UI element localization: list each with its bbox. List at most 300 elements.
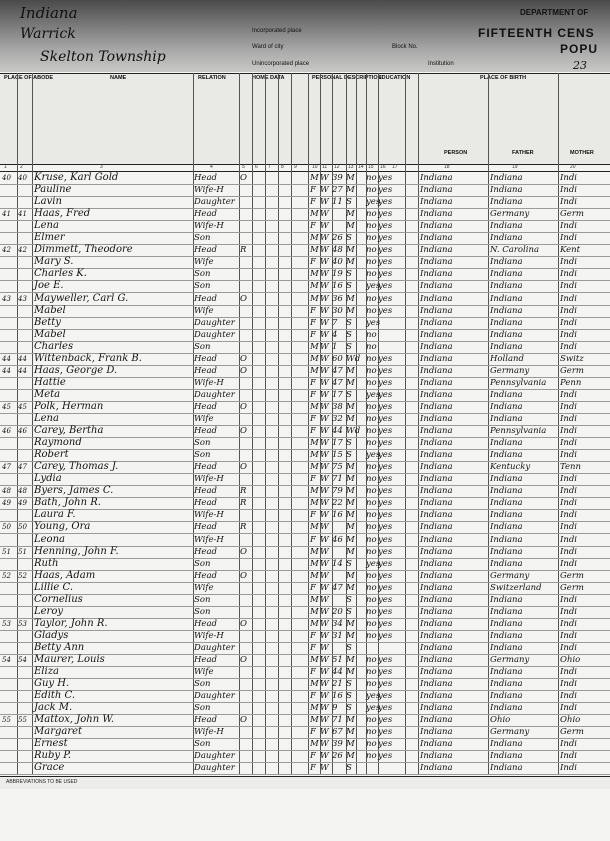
family-number [18,413,32,425]
home-owned [240,678,252,690]
dwelling-number: 43 [2,294,11,303]
mother-birthplace: Indi [560,281,577,292]
race: W [320,486,329,497]
person-name: Haas, Adam [34,569,96,581]
birthplace: Indiana [420,606,453,617]
mother-birthplace: Indi [560,751,577,762]
home-value [252,473,264,485]
sex: M [310,353,319,364]
father-birthplace: Indiana [490,233,523,244]
home-owned [240,473,252,485]
race: W [320,173,329,183]
relation: Daughter [194,389,235,400]
home-owned [240,268,252,280]
race: W [320,763,329,774]
school-attendance: no [366,582,377,593]
marital-status: M [346,414,355,424]
relation: Son [194,739,211,750]
school-attendance: no [366,233,377,244]
sex: M [310,570,319,581]
age: 30 [332,305,343,316]
sex: F [310,414,316,424]
group-education: EDUCATION [378,75,411,81]
family-number: 51 [18,547,27,556]
relation: Daughter [194,763,235,774]
person-name: Taylor, John R. [34,617,108,629]
person-name: Carey, Thomas J. [34,461,119,473]
family-number [18,317,32,329]
family-number [18,184,32,196]
relation: Son [194,450,211,461]
birthplace: Indiana [420,739,453,750]
relation: Son [194,703,211,714]
school-attendance: no [366,486,377,497]
dwelling-number [2,726,18,738]
school-attendance: no [366,245,377,256]
family-number: 42 [18,246,27,255]
school-attendance: no [366,305,377,316]
race: W [320,642,329,653]
sex: M [310,498,319,509]
sex: M [310,438,319,449]
group-person: PERSON [444,150,468,156]
age: 34 [332,618,343,629]
marital-status: M [346,630,355,641]
family-number: 53 [18,619,27,628]
father-birthplace: Indiana [490,293,523,304]
marital-status: M [346,534,355,545]
sex: M [310,245,319,256]
home-value [252,618,264,630]
father-birthplace: Indiana [490,763,523,774]
column-number: 16 [380,164,386,170]
relation: Son [194,679,211,690]
family-number: 45 [18,402,27,411]
family-number [18,702,32,714]
birthplace: Indiana [420,401,453,412]
can-read: yes [378,618,393,629]
school-attendance: no [366,173,377,183]
home-owned [240,220,252,232]
birthplace: Indiana [420,173,453,183]
dwelling-number [2,750,18,762]
school-attendance: no [366,594,377,605]
father-birthplace: Indiana [490,594,523,605]
marital-status: S [346,197,352,208]
father-birthplace: Indiana [490,522,523,533]
age: 4 [332,329,338,340]
family-number [18,232,32,244]
marital-status: M [346,570,355,581]
father-birthplace: Indiana [490,401,523,412]
race: W [320,281,329,292]
relation: Wife-H [194,474,224,485]
mother-birthplace: Germ [560,582,584,593]
home-owned: O [240,353,247,364]
birthplace: Indiana [420,233,453,244]
person-name: Eliza [34,666,59,678]
can-read: yes [378,353,393,364]
dwelling-number: 44 [2,354,11,363]
race: W [320,606,329,617]
sex: F [310,377,316,388]
sex: M [310,546,319,557]
marital-status: S [346,450,352,461]
family-number [18,594,32,606]
dwelling-number [2,642,18,654]
race: W [320,450,329,461]
dwelling-number: 54 [2,656,11,664]
school-attendance: no [366,570,377,581]
can-read: yes [378,221,393,232]
age: 21 [332,679,343,690]
sex: F [310,510,316,521]
race: W [320,365,329,376]
unincorporated-label: Unincorporated place [252,61,310,67]
dwelling-number [2,678,18,690]
relation: Son [194,341,211,352]
marital-status: S [346,691,352,702]
race: W [320,715,329,726]
dwelling-number [2,268,18,280]
school-attendance: no [366,630,377,641]
relation: Wife-H [194,510,224,521]
age: 46 [332,534,343,545]
dwelling-number [2,220,18,232]
mother-birthplace: Indi [560,510,577,521]
birthplace: Indiana [420,377,453,388]
can-read: yes [378,233,393,244]
marital-status: M [346,715,355,726]
dwelling-number [2,666,18,678]
school-attendance: no [366,329,377,340]
group-father: FATHER [512,150,534,156]
home-owned [240,208,252,220]
person-name: Hattie [34,376,66,388]
sex: F [310,582,316,593]
family-number [18,509,32,521]
home-value [252,449,264,461]
home-owned: R [240,498,247,509]
mother-birthplace: Penn [560,377,582,388]
relation: Head [194,401,217,412]
dwelling-number [2,341,18,353]
home-value [252,256,264,268]
family-number [18,305,32,317]
home-owned [240,341,252,353]
school-attendance: no [366,257,377,268]
age: 32 [332,414,343,424]
marital-status: S [346,317,352,328]
family-number: 43 [18,294,27,303]
home-value [252,196,264,208]
marital-status: S [346,594,352,605]
age [332,642,346,654]
race: W [320,534,329,545]
school-attendance: yes [366,281,381,292]
school-attendance: no [366,667,377,678]
can-read: yes [378,209,393,220]
sex: M [310,462,319,473]
family-number [18,341,32,353]
marital-status: S [346,558,352,569]
marital-status: M [346,257,355,268]
marital-status: S [346,679,352,690]
person-name: Wittenback, Frank B. [34,352,142,364]
father-birthplace: Indiana [490,486,523,497]
age: 75 [332,462,343,473]
home-value [252,329,264,341]
marital-status: M [346,221,355,232]
race: W [320,197,329,208]
person-name: Mayweller, Carl G. [34,292,129,304]
school-attendance: no [366,606,377,617]
person-name: Young, Ora [34,521,91,533]
relation: Wife [194,582,214,593]
age: 79 [332,486,343,497]
relation: Son [194,594,211,605]
column-number: 11 [322,164,328,170]
school-attendance: no [366,341,377,352]
home-value [252,582,264,594]
father-birthplace: Pennsylvania [490,426,547,437]
father-birthplace: Indiana [490,534,523,545]
person-name: Mabel [34,328,66,340]
group-relation: RELATION [198,75,226,81]
can-read [378,762,404,774]
person-name: Betty Ann [34,641,85,653]
mother-birthplace: Indi [560,305,577,316]
dwelling-number [2,558,18,570]
marital-status: M [346,510,355,521]
mother-birthplace: Indi [560,185,577,196]
mother-birthplace: Indi [560,474,577,485]
dwelling-number: 41 [2,210,11,219]
school-attendance: no [366,185,377,196]
race: W [320,341,329,352]
person-name: Lydia [34,473,62,485]
race: W [320,389,329,400]
school-attendance: no [366,438,377,449]
age: 17 [332,438,343,449]
person-name: Maurer, Louis [34,654,105,665]
home-owned: O [240,426,247,437]
race: W [320,329,329,340]
relation: Head [194,245,217,256]
dwelling-number [2,196,18,208]
column-number: 20 [570,164,576,170]
marital-status: M [346,498,355,509]
home-value [252,642,264,654]
can-read: yes [378,582,393,593]
person-name: Charles [34,340,74,352]
person-name: Margaret [34,726,83,738]
dwelling-number [2,389,18,401]
family-number [18,606,32,618]
home-owned [240,666,252,678]
mother-birthplace: Indi [560,173,577,183]
race: W [320,691,329,702]
race: W [320,618,329,629]
sex: F [310,763,316,774]
mother-birthplace: Indi [560,438,577,449]
marital-status: M [346,667,355,678]
family-number [18,558,32,570]
father-birthplace: Indiana [490,679,523,690]
can-read: yes [378,751,393,762]
age: 71 [332,474,343,485]
township-value: Skelton Township [40,49,166,65]
sex: M [310,269,319,280]
race: W [320,353,329,364]
relation: Head [194,365,217,376]
family-number [18,268,32,280]
race: W [320,582,329,593]
person-name: Betty [34,316,61,328]
age: 47 [332,582,343,593]
father-birthplace: Indiana [490,317,523,328]
home-value [252,750,264,762]
age: 19 [332,269,343,280]
home-value [252,293,264,305]
sex: M [310,401,319,412]
father-birthplace: Indiana [490,474,523,485]
family-number: 44 [18,354,27,363]
dwelling-number: 49 [2,499,11,508]
relation: Son [194,281,211,292]
birthplace: Indiana [420,474,453,485]
sex: F [310,197,316,208]
age: 15 [332,450,343,461]
dwelling-number [2,762,18,774]
birthplace: Indiana [420,269,453,280]
school-attendance: no [366,462,377,473]
can-read: yes [378,414,393,424]
person-name: Pauline [34,184,72,196]
home-owned [240,317,252,329]
column-number: 6 [255,164,258,170]
can-read: yes [378,450,393,461]
person-name: Leroy [34,605,64,617]
sex: M [310,486,319,497]
father-birthplace: Indiana [490,438,523,449]
relation: Wife [194,667,214,678]
can-read: yes [378,594,393,605]
home-value [252,738,264,750]
birthplace: Indiana [420,630,453,641]
person-name: Leona [34,533,65,545]
school-attendance: no [366,209,377,220]
sex: M [310,281,319,292]
home-value [252,280,264,292]
home-value [252,425,264,437]
column-number: 4 [210,164,213,170]
sex: F [310,751,316,762]
home-value [252,461,264,473]
mother-birthplace: Ohio [560,715,581,726]
column-number: 1 [4,164,7,170]
person-name: Henning, John F. [34,545,119,557]
school-attendance: no [366,293,377,304]
school-attendance: no [366,377,377,388]
dwelling-number [2,232,18,244]
mother-birthplace: Indi [560,667,577,678]
can-read: yes [378,486,393,497]
mother-birthplace: Indi [560,642,577,653]
family-number: 49 [18,499,27,508]
age: 1 [332,341,338,352]
father-birthplace: Germany [490,655,530,665]
home-value [252,546,264,558]
mother-birthplace: Indi [560,486,577,497]
can-read: yes [378,558,393,569]
home-value [252,268,264,280]
marital-status: M [346,582,355,593]
home-value [252,353,264,365]
relation: Wife [194,257,214,268]
marital-status: S [346,389,352,400]
school-attendance: yes [366,691,381,702]
dwelling-number [2,702,18,714]
birthplace: Indiana [420,510,453,521]
home-value [252,630,264,642]
relation: Head [194,570,217,581]
relation: Head [194,173,217,183]
home-owned [240,329,252,341]
home-owned: O [240,715,247,726]
dwelling-number [2,738,18,750]
column-numbers [0,163,610,172]
birthplace: Indiana [420,727,453,738]
marital-status: M [346,209,355,220]
home-owned: O [240,365,247,376]
sex: F [310,727,316,738]
sex: M [310,173,319,183]
race: W [320,570,329,581]
birthplace: Indiana [420,185,453,196]
age: 44 [332,667,343,678]
can-read: yes [378,269,393,280]
marital-status: S [346,281,352,292]
marital-status: S [346,341,352,352]
race: W [320,679,329,690]
family-number: 52 [18,571,27,580]
marital-status: M [346,727,355,738]
race: W [320,245,329,256]
school-attendance: no [366,715,377,726]
family-number [18,690,32,702]
mother-birthplace: Indi [560,691,577,702]
relation: Head [194,353,217,364]
home-owned [240,642,252,654]
sex: M [310,679,319,690]
dwelling-number: 40 [2,174,11,182]
mother-birthplace: Indi [560,534,577,545]
column-number: 14 [358,164,364,170]
home-owned: O [240,655,247,665]
dwelling-number [2,329,18,341]
person-name: Bath, John R. [34,497,101,509]
race: W [320,594,329,605]
family-number [18,377,32,389]
abbreviations-label: ABBREVIATIONS TO BE USED [6,779,78,785]
mother-birthplace: Indi [560,389,577,400]
marital-status: M [346,522,355,533]
sex: F [310,426,316,437]
home-value [252,714,264,726]
can-read: yes [378,197,393,208]
father-birthplace: Indiana [490,703,523,714]
